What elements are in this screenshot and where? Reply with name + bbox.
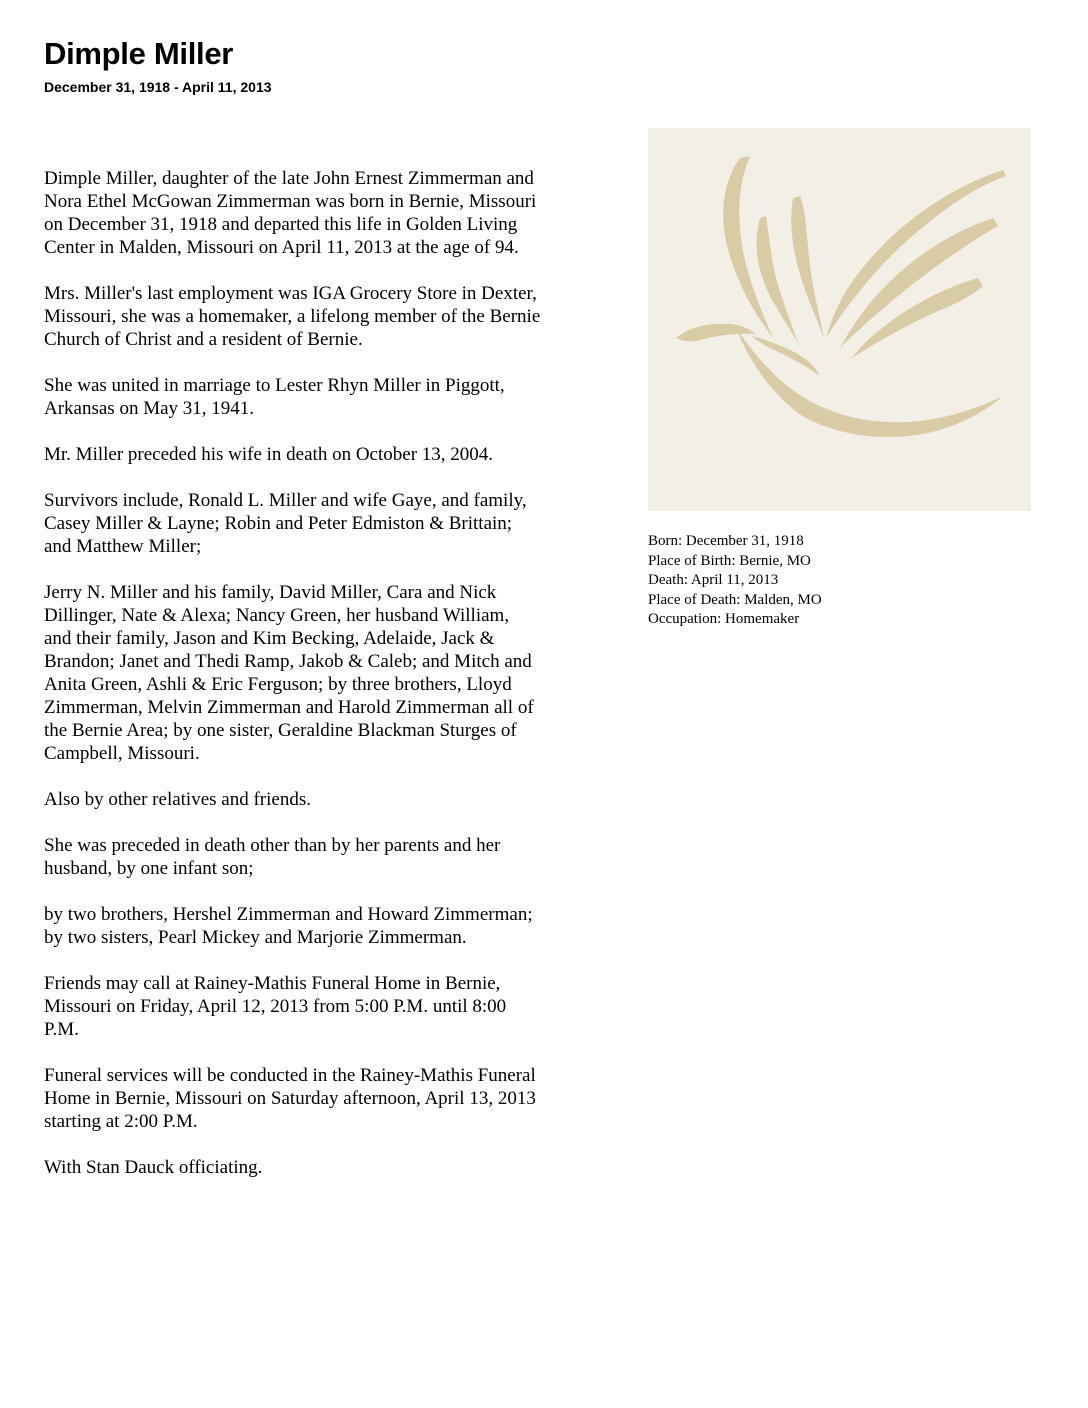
deceased-name: Dimple Miller — [44, 36, 234, 71]
born-date: Born: December 31, 1918 — [648, 533, 804, 549]
obituary-paragraph: She was united in marriage to Lester Rhyn Miller in Piggott, Arkansas on May 31, 1941. — [44, 375, 505, 419]
obituary-paragraph: Dimple Miller, daughter of the late John Ernest Zimmerman and Nora Ethel McGowan Zimmerman was born in Bernie, Missouri on December 31, 1918 and departed this life in Golden Living Center in Malden, Missouri on April 11, 2013 at the age of 94. — [44, 168, 537, 258]
obituary-paragraph: Mrs. Miller's last employment was IGA Grocery Store in Dexter, Missouri, she was a homemaker, a lifelong member of the Bernie Church of Christ and a resident of Bernie. — [44, 283, 541, 350]
obituary-paragraph: With Stan Dauck officiating. — [44, 1157, 263, 1178]
place-of-birth: Place of Birth: Bernie, MO — [648, 552, 811, 569]
life-dates: December 31, 1918 - April 11, 2013 — [44, 79, 272, 95]
obituary-paragraph: Funeral services will be conducted in the Rainey-Mathis Funeral Home in Bernie, Missouri on Saturday afternoon, April 13, 2013 starting at 2:00 P.M. — [44, 1065, 536, 1132]
place-of-death: Place of Death: Malden, MO — [648, 591, 822, 608]
memorial-image — [648, 128, 1031, 511]
vital-facts — [648, 532, 1048, 630]
obituary-paragraph: Mr. Miller preceded his wife in death on October 13, 2004. — [44, 444, 494, 465]
obituary-paragraph: Survivors include, Ronald L. Miller and wife Gaye, and family, Casey Miller & Layne; Robin and Peter Edmiston & Brittain; and Matthew Miller; — [44, 490, 527, 557]
obituary-paragraph: She was preceded in death other than by her parents and her husband, by one infant son; — [44, 835, 501, 879]
obituary-paragraph: Friends may call at Rainey-Mathis Funeral Home in Bernie, Missouri on Friday, April 12, 2013 from 5:00 P.M. until 8:00 P.M. — [44, 973, 507, 1040]
obituary-text — [44, 167, 624, 1202]
dove-icon — [648, 128, 1031, 511]
obituary-paragraph: Also by other relatives and friends. — [44, 789, 311, 810]
obituary-paragraph: by two brothers, Hershel Zimmerman and Howard Zimmerman; by two sisters, Pearl Mickey and Marjorie Zimmerman. — [44, 904, 533, 948]
occupation: Occupation: Homemaker — [648, 611, 800, 627]
obituary-paragraph: Jerry N. Miller and his family, David Miller, Cara and Nick Dillinger, Nate & Alexa; Nancy Green, her husband William, and their family, Jason and Kim Becking, Adelaide, Jack & Brandon; Janet and Thedi Ramp, Jakob & Caleb; and Mitch and Anita Green, Ashli & Eric Ferguson; by three brothers, Lloyd Zimmerman, Melvin Zimmerman and Harold Zimmerman all of the Bernie Area; by one sister, Geraldine Blackman Sturges of Campbell, Missouri. — [44, 582, 534, 764]
death-date: Death: April 11, 2013 — [648, 572, 779, 588]
